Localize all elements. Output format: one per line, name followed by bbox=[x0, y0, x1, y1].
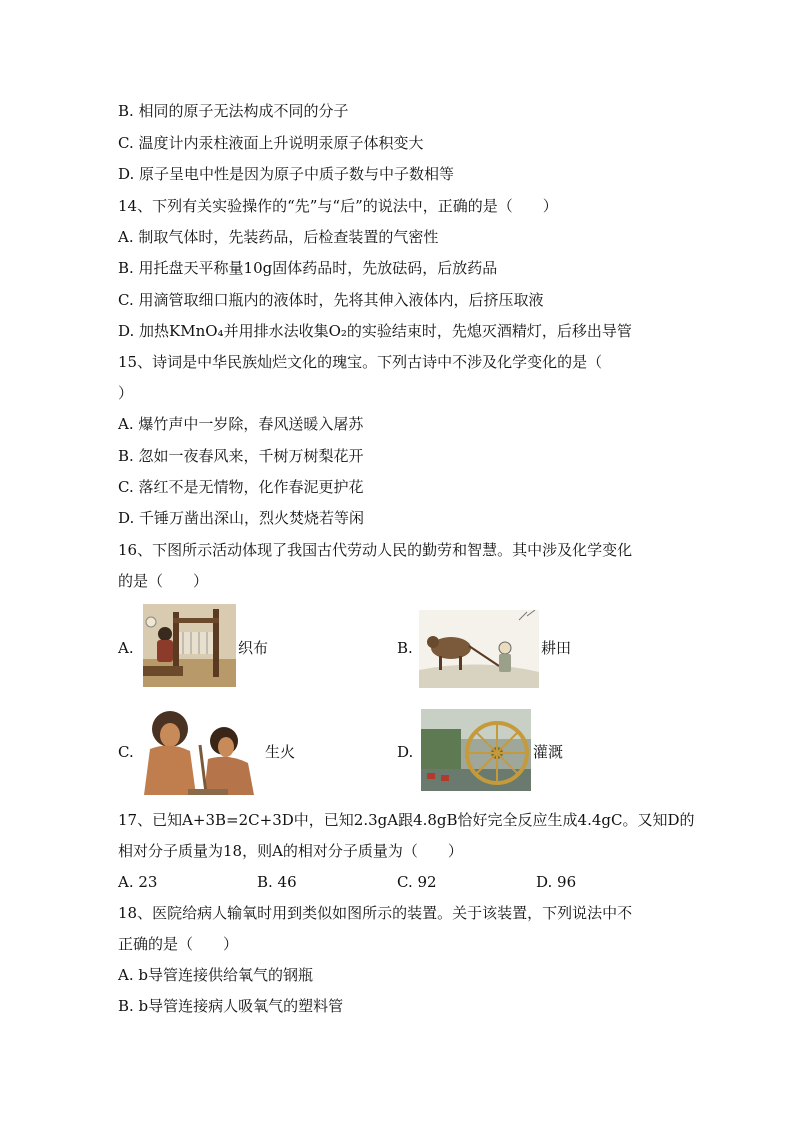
q15-stem-cont: ） bbox=[118, 384, 134, 402]
q14-option-d: D. 加热KMnO₄并用排水法收集O₂的实验结束时，先熄灭酒精灯，后移出导管 bbox=[118, 322, 632, 340]
q17-stem-cont: 相对分子质量为18，则A的相对分子质量为（ ） bbox=[118, 842, 463, 860]
q13-option-b: B. 相同的原子无法构成不同的分子 bbox=[118, 102, 349, 120]
q17-option-c: C. 92 bbox=[397, 873, 437, 891]
q15-option-b: B. 忽如一夜春风来，千树万树梨花开 bbox=[118, 447, 364, 465]
q14-option-a: A. 制取气体时，先装药品，后检查装置的气密性 bbox=[118, 228, 439, 246]
q16-option-c-label: C. bbox=[118, 743, 134, 761]
q13-option-d: D. 原子呈电中性是因为原子中质子数与中子数相等 bbox=[118, 165, 455, 183]
q16-option-d-label: D. bbox=[397, 743, 414, 761]
q18-stem: 18、医院给病人输氧时用到类似如图所示的装置。关于该装置，下列说法中不 bbox=[118, 904, 633, 922]
q16-option-d-caption: 灌溉 bbox=[533, 743, 564, 761]
q15-option-c: C. 落红不是无情物，化作春泥更护花 bbox=[118, 478, 364, 496]
q15-stem: 15、诗词是中华民族灿烂文化的瑰宝。下列古诗中不涉及化学变化的是（ bbox=[118, 353, 603, 371]
waterwheel-image bbox=[421, 709, 531, 791]
q18-option-b: B. b导管连接病人吸氧气的塑料管 bbox=[118, 997, 344, 1015]
plowing-image bbox=[419, 610, 539, 688]
q16-option-c-caption: 生火 bbox=[265, 743, 296, 761]
q16-option-a-caption: 织布 bbox=[238, 639, 269, 657]
q16-option-b-caption: 耕田 bbox=[541, 639, 572, 657]
q16-stem: 16、下图所示活动体现了我国古代劳动人民的勤劳和智慧。其中涉及化学变化 bbox=[118, 541, 633, 559]
q17-stem: 17、已知A+3B=2C+3D中，已知2.3gA跟4.8gB恰好完全反应生成4.4gC。又知D的 bbox=[118, 811, 695, 829]
q18-option-a: A. b导管连接供给氧气的钢瓶 bbox=[118, 966, 313, 984]
q14-option-b: B. 用托盘天平称量10g固体药品时，先放砝码，后放药品 bbox=[118, 259, 498, 277]
fire-making-image bbox=[138, 705, 264, 798]
q14-stem: 14、下列有关实验操作的“先”与“后”的说法中，正确的是（ ） bbox=[118, 197, 558, 215]
q16-option-b-label: B. bbox=[397, 639, 413, 657]
q17-option-d: D. 96 bbox=[536, 873, 577, 891]
q18-stem-cont: 正确的是（ ） bbox=[118, 935, 239, 953]
q13-option-c: C. 温度计内汞柱液面上升说明汞原子体积变大 bbox=[118, 134, 424, 152]
q17-option-a: A. 23 bbox=[118, 873, 158, 891]
q17-option-b: B. 46 bbox=[257, 873, 297, 891]
q15-option-a: A. 爆竹声中一岁除，春风送暖入屠苏 bbox=[118, 415, 364, 433]
q14-option-c: C. 用滴管取细口瓶内的液体时，先将其伸入液体内，后挤压取液 bbox=[118, 291, 544, 309]
q16-option-a-label: A. bbox=[118, 639, 134, 657]
q16-stem-cont: 的是（ ） bbox=[118, 572, 209, 590]
weaving-image bbox=[143, 604, 236, 687]
q15-option-d: D. 千锤万凿出深山，烈火焚烧若等闲 bbox=[118, 509, 365, 527]
